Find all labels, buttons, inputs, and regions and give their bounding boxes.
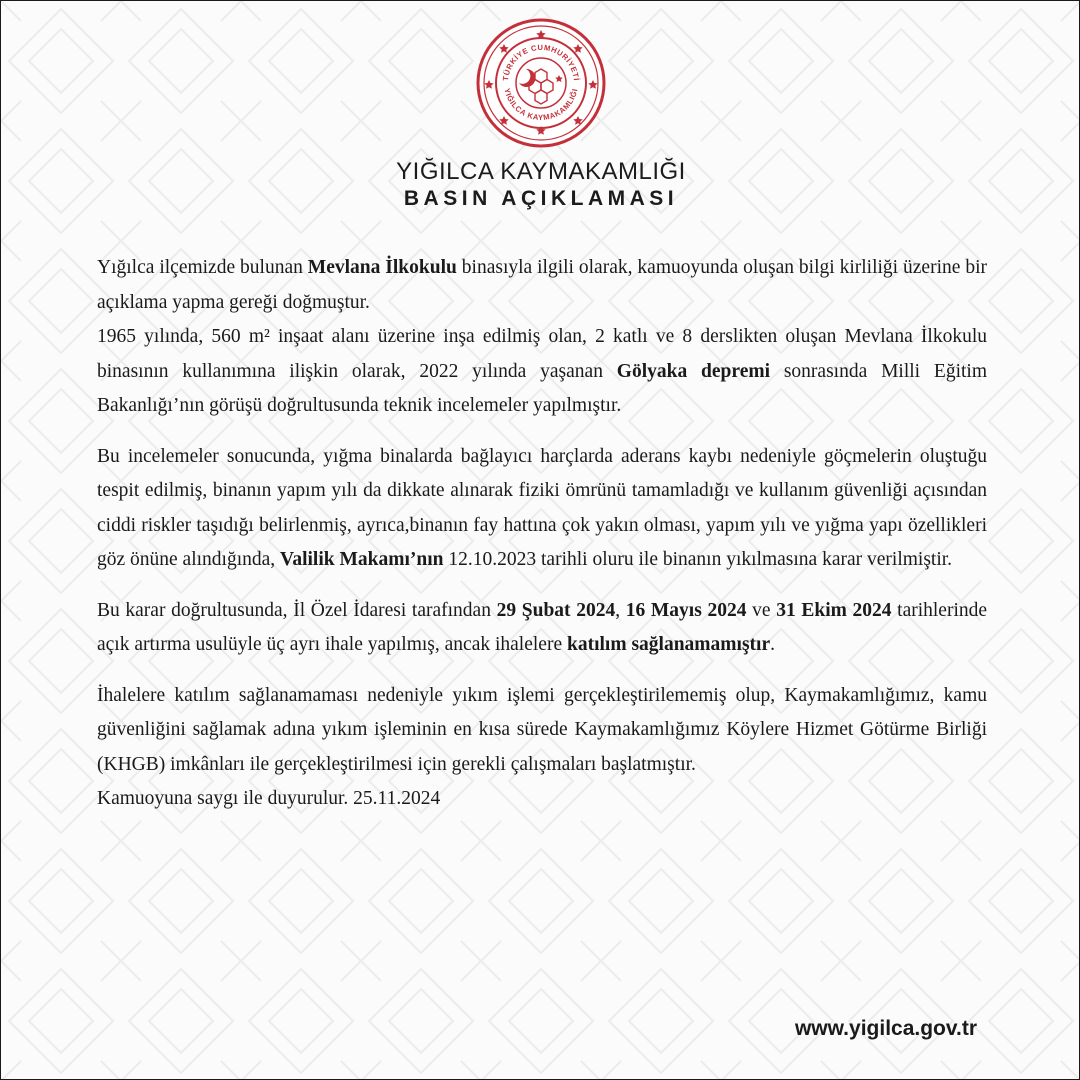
yigilca-kaymakamligi-seal-logo [475, 17, 607, 149]
svg-text:YIĞILCA KAYMAKAMLIĞI: YIĞILCA KAYMAKAMLIĞI [502, 87, 580, 123]
paragraph-5: İhalelere katılım sağlanamaması nedeniyle yıkım işlemi gerçekleştirilememiş olup, Kaymakamlığımız, kamu güvenliğini sağlamak adına yıkım işleminin en kısa sürede Kaymakamlığımız Köylere Hizmet Götürme Birliği (KHGB) imkânları ile gerçekleştirilmesi için gerekli çalışmaları başlatmıştır. [97, 684, 987, 775]
paragraph-3: Bu incelemeler sonucunda, yığma binalarda bağlayıcı harçlarda aderans kaybı nedeniyle göçmelerin oluştuğu tespit edilmiş, binanın yapım yılı da dikkate alınarak fiziki ömrünü tamamladığı ve kullanım güvenliği açısından ciddi riskler taşıdığı belirlenmiş, ayrıca,binanın fay hattına çok yakın olması, yapım yılı ve yığma yapı özellikleri göz önüne alındığında, Valilik Makamı’nın 12.10.2023 tarihli oluru ile binanın yıkılmasına karar verilmiştir. [97, 445, 987, 570]
paragraph-2: 1965 yılında, 560 m² inşaat alanı üzerine inşa edilmiş olan, 2 katlı ve 8 derslikten oluşan Mevlana İlkokulu binasının kullanımına ilişkin olarak, 2022 yılında yaşanan Gölyaka depremi sonrasında Milli Eğitim Bakanlığı’nın görüşü doğrultusunda teknik incelemeler yapılmıştır. [97, 326, 987, 416]
website-url: www.yigilca.gov.tr [794, 1017, 977, 1040]
press-release-body [97, 251, 987, 817]
paragraph-1: Yığılca ilçemizde bulunan Mevlana İlkokulu binasıyla ilgili olarak, kamuoyunda oluşan bilgi kirliliği üzerine bir açıklama yapma gereği doğmuştur. [97, 257, 987, 313]
organization-title: YIĞILCA KAYMAKAMLIĞI [396, 158, 686, 185]
closing-line: Kamuoyuna saygı ile duyurulur. 25.11.2024 [97, 788, 441, 809]
svg-text:TÜRKİYE CUMHURİYETİ: TÜRKİYE CUMHURİYETİ [501, 42, 581, 82]
paragraph-4: Bu karar doğrultusunda, İl Özel İdaresi tarafından 29 Şubat 2024, 16 Mayıs 2024 ve 31 Ekim 2024 tarihlerinde açık artırma usulüyle üç ayrı ihale yapılmış, ancak ihalelere katılım sağlanamamıştır. [97, 599, 988, 655]
press-release-title: BASIN AÇIKLAMASI [403, 187, 679, 210]
